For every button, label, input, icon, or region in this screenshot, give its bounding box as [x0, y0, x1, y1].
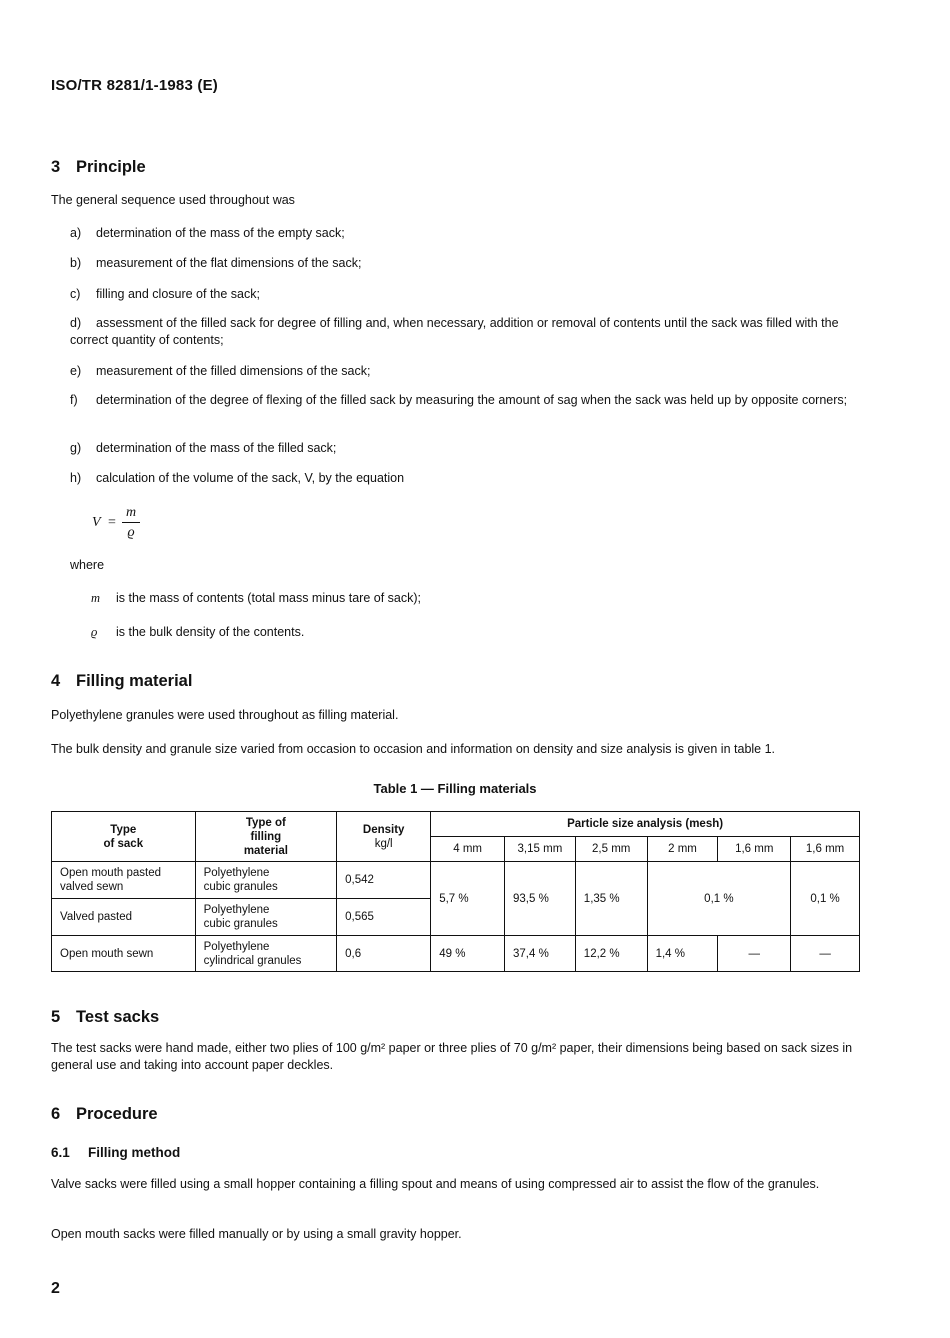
header-density: Density kg/l	[337, 812, 431, 862]
definition-item	[91, 591, 421, 606]
cell-sack-type: Valved pasted	[52, 899, 196, 936]
formula-numerator: m	[125, 505, 137, 520]
filling-material-paragraph: Polyethylene granules were used throughout as filling material.	[51, 708, 399, 722]
formula-denominator: ϱ	[127, 525, 135, 540]
list-label: d)	[70, 316, 82, 330]
table-caption: Table 1 — Filling materials	[373, 781, 537, 796]
mesh-header: 2 mm	[647, 837, 718, 862]
cell-density: 0,6	[337, 936, 431, 972]
subsection-number: 6.1	[51, 1145, 70, 1160]
filling-method-paragraph: Valve sacks were filled using a small hopper containing a filling spout and means of using compressed air to assist the flow of the granules.	[51, 1177, 820, 1191]
principle-intro: The general sequence used throughout was	[51, 193, 295, 207]
formula-equals: =	[108, 515, 116, 530]
list-item	[70, 255, 860, 272]
cell-2-5mm: 12,2 %	[575, 936, 647, 972]
cell-material: Polyethylene cubic granules	[195, 899, 337, 936]
mesh-header: 1,6 mm	[791, 837, 860, 862]
formula-fraction	[122, 505, 140, 541]
list-label: b)	[70, 256, 82, 270]
cell-4mm: 49 %	[431, 936, 505, 972]
list-label: c)	[70, 287, 81, 301]
table-row	[52, 862, 860, 899]
list-text: determination of the mass of the empty sack;	[96, 226, 345, 240]
section-number: 3	[51, 158, 61, 176]
mesh-header: 1,6 mm	[718, 837, 791, 862]
test-sacks-paragraph: The test sacks were hand made, either two plies of 100 g/m² paper or three plies of 70 g/m² paper, their dimensions being based on sack sizes in general use and taking into account paper deckles.	[51, 1041, 853, 1072]
page-number: 2	[51, 1280, 60, 1297]
fraction-bar	[122, 522, 140, 523]
section-title: Principle	[76, 158, 146, 176]
cell-sack-type: Open mouth pasted valved sewn	[52, 862, 196, 899]
list-text: determination of the mass of the filled sack;	[96, 441, 337, 455]
definition-text: is the bulk density of the contents.	[116, 625, 305, 639]
list-item	[70, 392, 860, 409]
section-4-heading	[51, 672, 192, 691]
section-number: 6	[51, 1105, 61, 1123]
cell-sack-type: Open mouth sewn	[52, 936, 196, 972]
where-label: where	[70, 558, 105, 572]
section-title: Procedure	[76, 1105, 158, 1123]
subsection-6-1-heading	[51, 1145, 180, 1160]
list-label: h)	[70, 471, 82, 485]
list-text: assessment of the filled sack for degree of filling and, when necessary, addition or removal of contents until the sack was filled with the correct quantity of contents;	[70, 316, 839, 347]
document-id: ISO/TR 8281/1-1983 (E)	[51, 77, 218, 94]
list-item	[70, 286, 860, 303]
list-label: f)	[70, 393, 78, 407]
mesh-header: 3,15 mm	[505, 837, 576, 862]
formula-lhs: V	[92, 515, 101, 530]
cell-density: 0,542	[337, 862, 431, 899]
list-text: measurement of the flat dimensions of the sack;	[96, 256, 362, 270]
section-number: 4	[51, 672, 61, 690]
list-item	[70, 470, 860, 487]
filling-materials-table	[51, 811, 860, 972]
section-5-heading	[51, 1008, 159, 1027]
section-3-heading	[51, 158, 146, 177]
filling-material-paragraph: The bulk density and granule size varied from occasion to occasion and information on density and size analysis is given in table 1.	[51, 742, 776, 756]
cell-3-15mm: 93,5 %	[505, 862, 576, 936]
mesh-header: 2,5 mm	[575, 837, 647, 862]
cell-3-15mm: 37,4 %	[505, 936, 576, 972]
cell-4mm: 5,7 %	[431, 862, 505, 936]
list-label: g)	[70, 441, 82, 455]
definition-symbol: ϱ	[91, 625, 98, 639]
list-text: calculation of the volume of the sack, V, by the equation	[96, 471, 405, 485]
cell-density: 0,565	[337, 899, 431, 936]
section-title: Test sacks	[76, 1008, 160, 1026]
header-type-of-sack: Type of sack	[52, 812, 196, 862]
list-text: determination of the degree of flexing of the filled sack by measuring the amount of sag when the sack was held up by opposite corners;	[96, 393, 848, 407]
cell-1-6mm: —	[718, 936, 791, 972]
cell-1-6mm-b: —	[791, 936, 860, 972]
cell-material: Polyethylene cylindrical granules	[195, 936, 337, 972]
cell-2mm: 1,4 %	[647, 936, 718, 972]
cell-1-6mm-b: 0,1 %	[791, 862, 860, 936]
list-label: a)	[70, 226, 82, 240]
filling-method-paragraph: Open mouth sacks were filled manually or by using a small gravity hopper.	[51, 1227, 462, 1241]
section-number: 5	[51, 1008, 61, 1026]
header-particle-size: Particle size analysis (mesh)	[431, 812, 860, 837]
subsection-title: Filling method	[88, 1145, 181, 1160]
table-header-row	[52, 812, 860, 837]
definition-symbol: m	[91, 591, 101, 605]
cell-2-5mm: 1,35 %	[575, 862, 647, 936]
table-row	[52, 936, 860, 972]
section-title: Filling material	[76, 672, 193, 690]
list-item	[70, 225, 860, 242]
definition-text: is the mass of contents (total mass minus tare of sack);	[116, 591, 421, 605]
list-item	[70, 363, 860, 380]
list-item	[70, 440, 860, 457]
mesh-header: 4 mm	[431, 837, 505, 862]
list-text: measurement of the filled dimensions of the sack;	[96, 364, 371, 378]
cell-material: Polyethylene cubic granules	[195, 862, 337, 899]
section-6-heading	[51, 1105, 158, 1124]
list-label: e)	[70, 364, 82, 378]
cell-2mm-1-6mm: 0,1 %	[647, 862, 791, 936]
definition-item	[91, 625, 304, 640]
list-item	[70, 315, 860, 349]
list-text: filling and closure of the sack;	[96, 287, 260, 301]
header-type-of-material: Type of filling material	[195, 812, 337, 862]
